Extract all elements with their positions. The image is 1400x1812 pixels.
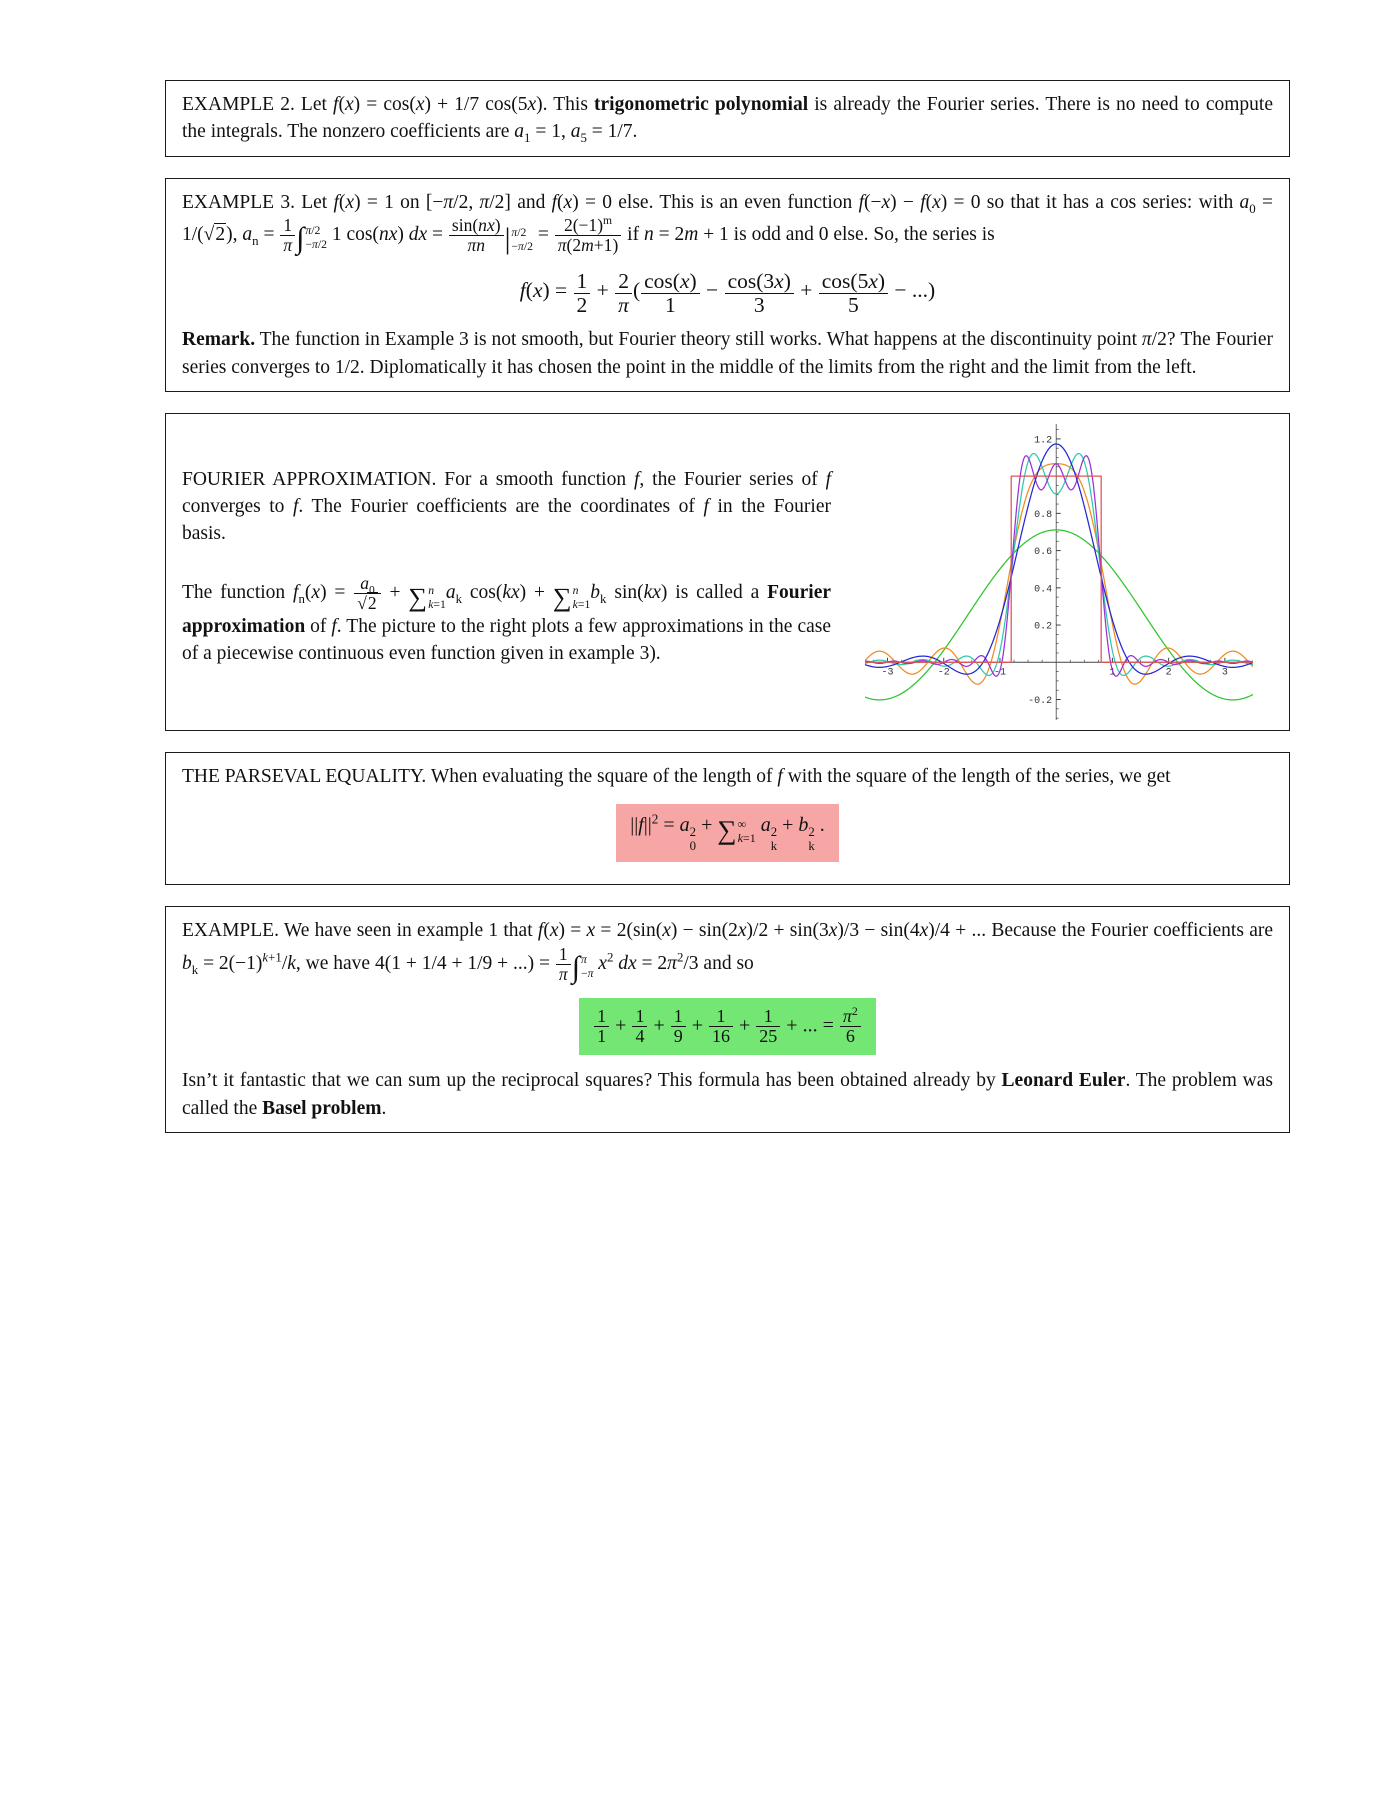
example3-text: EXAMPLE 3. Let f(x) = 1 on [−π/2, π/2] and f(x) = 0 else. This is an even function f(−x) − f(x) = 0 so that it has a cos series: with $a_0 = 1/(√2)$, $a_n$ = $\frac{1}{\pi}$ ∫ π/2 −π/2 1 cos(nx) dx = $\frac{\sin(nx)}{\pi n}$ | π/2 −π/2 = $\frac{2(-1)^m}{\pi(2m+1)}$ if n = 2m + 1 is odd and 0 else. So, the series is: [182, 191, 1273, 256]
basel-formula-wrap: [182, 998, 1273, 1056]
x-tick-label: -2: [937, 667, 950, 679]
example3-box: [165, 178, 1290, 392]
y-tick-label: 0.4: [1034, 584, 1053, 596]
fourier-approximation-box: [165, 413, 1290, 731]
x-tick-label: 2: [1165, 667, 1172, 679]
parseval-box: [165, 752, 1290, 886]
y-tick-label: 1.2: [1034, 435, 1053, 447]
curve-square-pulse-f: [865, 476, 1253, 662]
x-tick-label: -1: [993, 667, 1006, 679]
example3-remark-text: Remark. The function in Example 3 is not smooth, but Fourier theory still works. What happens at the discontinuity point π/2? The Fourier series converges to 1/2. Diplomatically it has chosen the point in the middle of the limits from the right and the limit from the left.: [182, 329, 1274, 378]
curve-fourier-sum-n11: [865, 456, 1253, 677]
x-tick-label: 1: [1109, 667, 1116, 679]
curve-fourier-sum-n5: [865, 463, 1253, 684]
fourier-approximation-para2: The function $f_n(x)$ = $\frac{a_0}{√2}$ + ∑ n k=1 $a_k$ cos(kx) + ∑ n k=1 $b_k$ sin(kx) is called a Fourier approximation of f. The picture to the right plots a few approximations in the case of a piecewise continuous even function given in example 3).: [182, 572, 831, 664]
basel-text: EXAMPLE. We have seen in example 1 that f(x) = x = 2(sin(x) − sin(2x)/2 + sin(3x)/3 − sin(4x)/4 + ... Because the Fourier coefficients are $b_k = 2(-1)^{k+1}/k$, we have 4(1 + 1/4 + 1/9 + ...) = $\frac{1}{\pi}$ ∫ π −π $x^2$ dx = $2\pi^2/3$ and so: [182, 920, 1273, 984]
y-tick-label: 0.2: [1034, 621, 1053, 633]
basel-box: [165, 906, 1290, 1133]
curve-fourier-sum-n7: [865, 453, 1253, 675]
parseval-formula-wrap: [182, 804, 1273, 862]
basel-text-2: Isn’t it fantastic that we can sum up the reciprocal squares? This formula has been obtained already by Leonard Euler. The problem was called the Basel problem.: [182, 1070, 1273, 1119]
fourier-approximation-plot: [865, 424, 1253, 720]
fourier-approximation-layout: [182, 418, 1281, 726]
parseval-highlight: $||f||^2 = a$ 2 0 + ∑ ∞ k=1 a 2 k + b 2 k .: [616, 804, 839, 862]
parseval-text: THE PARSEVAL EQUALITY. When evaluating the square of the length of f with the square of the length of the series, we get: [182, 765, 1171, 787]
example3-series-formula: f(x) = $\frac{1}{2}$ + $\frac{2}{\pi}$ ( $\frac{\cos(x)}{1}$ − $\frac{\cos(3x)}{3}$ + $\frac{\cos(5x)}{5}$ − ...): [519, 268, 936, 317]
y-tick-label: 0.6: [1034, 546, 1053, 558]
fourier-approximation-plot-area: [837, 418, 1281, 726]
curve-fourier-sum-n3: [865, 444, 1253, 674]
y-tick-label: -0.2: [1028, 695, 1053, 707]
example2-box: [165, 80, 1290, 157]
fourier-approximation-textcol: [182, 418, 837, 726]
basel-highlight: $\frac{1}{1}$ + $\frac{1}{4}$ + $\frac{1}{9}$ + $\frac{1}{16}$ + $\frac{1}{25}$ + ... = $\frac{\pi^2}{6}$: [579, 998, 876, 1056]
x-tick-label: 3: [1221, 667, 1228, 679]
x-tick-label: -3: [881, 667, 894, 679]
y-tick-label: 0.8: [1034, 509, 1053, 521]
curve-fourier-sum-n1: [865, 530, 1253, 700]
fourier-approximation-para1: FOURIER APPROXIMATION. For a smooth function f, the Fourier series of f converges to f. The Fourier coefficients are the coordinates of f in the Fourier basis.: [182, 468, 831, 545]
content-column: [165, 80, 1290, 1133]
example2-text: EXAMPLE 2. Let f(x) = cos(x) + 1/7 cos(5x). This trigonometric polynomial is already the Fourier series. There is no need to compute the integrals. The nonzero coefficients are $a_1 = 1$, $a_5 = 1/7$.: [182, 94, 1273, 146]
